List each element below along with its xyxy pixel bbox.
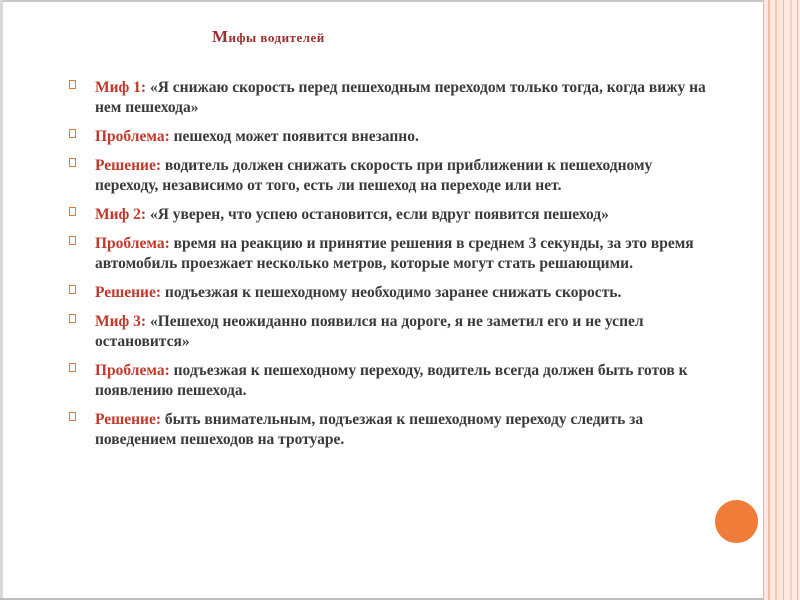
slide-frame-left [0,0,3,600]
decorative-stripe [783,0,784,600]
list-item [67,78,717,118]
item-label: Миф 1: [95,79,147,96]
item-label: Решение: [95,411,162,428]
list-item [67,312,717,352]
list-item [67,127,717,147]
list-item [67,156,717,196]
item-label: Решение: [95,284,162,301]
square-bullet-icon [69,158,76,167]
item-label: Проблема: [95,235,170,252]
item-text: время на реакцию и принятие решения в среднем 3 секунды, за это время автомобиль проезжает несколько метров, которые могут стать решающими. [95,235,694,272]
item-text: «Я уверен, что успею остановится, если вдруг появится пешеход» [146,206,609,223]
list-item [67,234,717,274]
item-text: «Я снижаю скорость перед пешеходным переходом только тогда, когда вижу на нем пешехода» [95,79,706,116]
list-item [67,410,717,450]
item-text: «Пешеход неожиданно появился на дороге, я не заметил его и не успел остановится» [95,313,644,350]
decorative-stripe [790,0,792,600]
decorative-stripe [775,0,777,600]
item-text: подъезжая к пешеходному переходу, водитель всегда должен быть готов к появлению пешехода. [95,362,688,399]
decorative-stripe [797,0,798,600]
decorative-stripe [763,0,764,600]
square-bullet-icon [69,285,76,294]
list-item [67,361,717,401]
list-item [67,205,717,225]
item-label: Проблема: [95,362,170,379]
square-bullet-icon [69,314,76,323]
item-label: Миф 3: [95,313,147,330]
square-bullet-icon [69,236,76,245]
decorative-stripe [768,0,770,600]
square-bullet-icon [69,412,76,421]
item-text: пешеход может появится внезапно. [169,128,419,145]
item-label: Решение: [95,157,162,174]
item-label: Миф 2: [95,206,147,223]
slide-title-initial: М [212,27,229,46]
item-text: быть внимательным, подъезжая к пешеходному переходу следить за поведением пешеходов на тротуаре. [95,411,644,448]
list-item [67,283,717,303]
square-bullet-icon [69,129,76,138]
slide-frame-top [0,0,800,2]
decorative-circle [712,497,761,546]
item-label: Проблема: [95,128,170,145]
item-text: водитель должен снижать скорость при приближении к пешеходному переходу, независимо от того, есть ли пешеход на переходе или нет. [95,157,653,194]
square-bullet-icon [69,207,76,216]
slide-title-rest: ифы водителей [228,30,325,45]
slide-title [212,27,325,47]
item-text: подъезжая к пешеходному необходимо заранее снижать скорость. [161,284,622,301]
square-bullet-icon [69,80,76,89]
bullet-list [67,78,717,459]
square-bullet-icon [69,363,76,372]
